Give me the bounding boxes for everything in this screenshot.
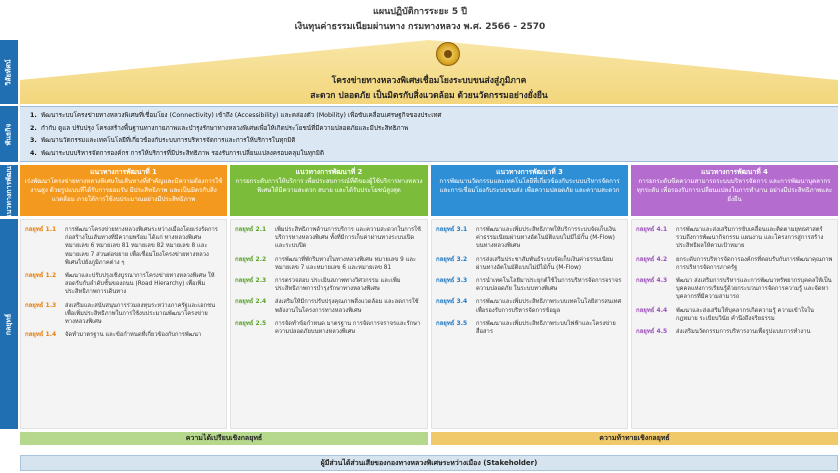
tactics-column-1 — [20, 219, 227, 429]
page-subtitle: เงินทุนค่าธรรมเนียมผ่านทาง กรมทางหลวง พ.ศ. 2566 - 2570 — [294, 22, 546, 32]
strategic-advantage-band: ความได้เปรียบเชิงกลยุทธ์ — [20, 432, 428, 445]
strategic-challenge-band: ความท้าทายเชิงกลยุทธ์ — [431, 432, 838, 445]
strategy-2-heading: แนวทางการพัฒนาที่ 2 — [295, 168, 363, 176]
mission-item: 3. พัฒนานวัตกรรมและเทคโนโลยีที่เกี่ยวข้องกับระบบการบริหารจัดการและการให้บริการในทุกมิติ — [30, 137, 296, 144]
strategy-3-heading: แนวทางการพัฒนาที่ 3 — [496, 168, 563, 176]
tactic-item: กลยุทธ์ 3.3 การนำเทคโนโลยีมาประยุกต์ใช้ในการบริหารจัดการจราจร ความปลอดภัย ในระบบทางพิเศษ — [436, 277, 622, 293]
side-label-mission: พันธกิจ — [0, 106, 18, 162]
tactic-item: กลยุทธ์ 2.3 การตรวจสอบ ประเมินสภาพทางวิศวกรรม และเพิ่มประสิทธิภาพการบำรุงรักษาทางหลวงพิเศษ — [235, 277, 401, 293]
strategy-4-box — [631, 165, 838, 216]
strategy-4-heading: แนวทางการพัฒนาที่ 4 — [701, 168, 768, 176]
side-label-vision: วิสัยทัศน์ — [0, 40, 18, 104]
side-label-strategy: แนวทางการพัฒนา — [0, 165, 18, 216]
vision-line-2: สะดวก ปลอดภัย เป็นมิตรกับสิ่งแวดล้อม ด้วยนวัตกรรมอย่างยั่งยืน — [310, 91, 548, 101]
strategy-1-box — [20, 165, 227, 216]
tactics-column-2 — [230, 219, 428, 429]
strategy-3-box — [431, 165, 628, 216]
side-label-tactics: กลยุทธ์ — [0, 219, 18, 429]
tactics-column-4 — [631, 219, 838, 429]
strategy-1-description: เร่งพัฒนาโครงข่ายทางหลวงพิเศษในเส้นทางที่สำคัญและมีความต้องการใช้งานสูง ด้วยรูปแบบที่ได้รับการยอมรับ มีประสิทธิภาพ และเป็นมิตรกับสิ่งแวดล้อม ภายใต้การใช้งบประมาณอย่างมีประสิทธิภาพ — [24, 178, 223, 203]
tactic-item: กลยุทธ์ 2.5 การจัดทำข้อกำหนด มาตรฐาน การจัดการจราจรและรักษาความปลอดภัยบนทางหลวงพิเศษ — [235, 319, 421, 336]
tactic-item: กลยุทธ์ 3.2 การส่งเสริมประชาสัมพันธ์ระบบจัดเก็บเงินค่าธรรมเนียมผ่านทางอัตโนมัติแบบไม่มีไม้กั้น (M-Flow) — [436, 255, 614, 271]
tactic-item: กลยุทธ์ 1.3 ส่งเสริมและสนับสนุนการร่วมลงทุนระหว่างภาครัฐและเอกชน เพื่อเพิ่มประสิทธิภาพในการใช้งบประมาณพัฒนาโครงข่ายทางหลวงพิเศษ — [25, 301, 216, 326]
strategy-4-description: การยกระดับขีดความสามารถระบบบริหารจัดการ และการพัฒนาบุคลากรทุกระดับ เพื่อรองรับการเปลี่ยนแปลงในการทำงาน อย่างมีประสิทธิภาพและยั่งยืน — [636, 178, 833, 203]
strategy-3-description: การพัฒนานวัตกรรมและเทคโนโลยีที่เกี่ยวข้องกับระบบบริหารจัดการ และการเชื่อมโยงกับระบบขนส่ง เพื่อความปลอดภัย และความสะดวก — [439, 178, 620, 194]
tactic-item: กลยุทธ์ 2.1 เพิ่มประสิทธิภาพด้านการบริการ และความสะดวกในการใช้บริการทางหลวงพิเศษ ทั้งที่มีการเก็บค่าผ่านทางระบบเปิดและระบบปิด — [235, 226, 421, 250]
stakeholder-band: ผู้มีส่วนได้ส่วนเสียของกองทางหลวงพิเศษระหว่างเมือง (Stakeholder) — [20, 455, 838, 471]
page-title: แผนปฏิบัติการระยะ 5 ปี — [373, 7, 467, 17]
plan-header — [0, 0, 840, 38]
tactic-item: กลยุทธ์ 4.1 การพัฒนาและส่งเสริมการขับเคลื่อนและติดตามยุทธศาสตร์ รวมถึงการพัฒนากิจกรรม แผนงาน และโครงการสู่การสร้างประสิทธิผลให้ตามเป้าหมาย — [636, 226, 824, 250]
tactic-item: กลยุทธ์ 1.2 พัฒนาและปรับปรุงเชิงบูรณาการโครงข่ายทางหลวงพิเศษ ให้สอดรับกับลำดับชั้นของถนน (Road Hierarchy) เพื่อเพิ่มประสิทธิภาพการเดินทาง — [25, 272, 215, 296]
tactic-item: กลยุทธ์ 3.1 การพัฒนาและเพิ่มประสิทธิภาพให้บริการระบบจัดเก็บเงินค่าธรรมเนียมผ่านทางอัตโนมัติแบบไม่มีไม้กั้น (M-Flow) บนทางหลวงพิเศษ — [436, 226, 616, 250]
mission-item: 2. กำกับ ดูแล ปรับปรุง โครงสร้างพื้นฐานทางกายภาพและบำรุงรักษาทางหลวงพิเศษเพื่อให้เกิดประโยชน์ที่มีความปลอดภัยและมีประสิทธิภาพ — [30, 124, 409, 132]
tactic-item: กลยุทธ์ 4.4 พัฒนาและส่งเสริมให้บุคลากรเกิดความรู้ ความเข้าใจในกฎหมาย ระเบียบวินัย คำนึงถึงจริยธรรม — [636, 306, 814, 322]
tactic-item: กลยุทธ์ 3.5 การพัฒนาและเพิ่มประสิทธิภาพระบบไฟฟ้าและโครงข่ายสื่อสาร — [436, 319, 616, 336]
tactic-item: กลยุทธ์ 1.1 การพัฒนาโครงข่ายทางหลวงพิเศษระหว่างเมืองโดยเร่งรัดการก่อสร้างในเส้นทางที่มีความพร้อม ได้แก่ ทางหลวงพิเศษหมายเลข 6 หมายเลข 81 หมายเลข 82 หมายเลข 8 และหมายเลข 7 ส่วนต่อขยาย เพื่อเชื่อมโยงโครงข่ายทางหลวงพิเศษไปยังภูมิภาคต่าง ๆ — [25, 226, 218, 266]
vision-line-1: โครงข่ายทางหลวงพิเศษเชื่อมโยงระบบขนส่งสู่ภูมิภาค — [331, 76, 527, 86]
mission-item: 1. พัฒนาระบบโครงข่ายทางหลวงพิเศษที่เชื่อมโยง (Connectivity) เข้าถึง (Accessibility) และคล่องตัว (Mobility) เพื่อขับเคลื่อนเศรษฐกิจของประเทศ — [30, 112, 442, 119]
strategy-2-description: การยกระดับการให้บริการ เพื่อประสบการณ์ที่ดีของผู้ใช้บริการทางหลวงพิเศษให้มีความสะดวก สบาย และได้รับประโยชน์สูงสุด — [235, 178, 423, 194]
tactics-column-3 — [431, 219, 628, 429]
tactic-item: กลยุทธ์ 3.4 การพัฒนาและเพิ่มประสิทธิภาพระบบเทคโนโลยีสารสนเทศ เพื่อรองรับการบริหารจัดการข้อมูล — [436, 298, 622, 314]
mission-section — [20, 106, 838, 162]
tactic-item: กลยุทธ์ 4.5 ส่งเสริมนวัตกรรมการบริหารงานเพื่อรูปแบบการทำงาน — [636, 328, 811, 336]
mission-item: 4. พัฒนาระบบบริหารจัดการองค์กร การให้บริการที่มีประสิทธิภาพ รองรับการเปลี่ยนแปลงครอบคลุมในทุกมิติ — [30, 149, 324, 157]
tactic-item: กลยุทธ์ 2.2 การพัฒนาที่พักริมทางในทางหลวงพิเศษ หมายเลข 9 และหมายเลข 7 และหมายเลข 6 และหมายเลข 81 — [235, 255, 417, 271]
department-emblem-icon — [436, 42, 460, 66]
strategy-2-box — [230, 165, 428, 216]
tactic-item: กลยุทธ์ 4.3 พัฒนา ส่งเสริมการบริหารและการพัฒนาทรัพยากรบุคคลให้เป็นบุคคลแห่งการเรียนรู้ด้วยกระบวนการจัดการความรู้ และจัดหาบุคลากรที่มีความสามารถ — [636, 277, 832, 301]
tactic-item: กลยุทธ์ 4.2 ยกระดับการบริหารจัดการองค์กรที่ตอบรับกับการพัฒนาคุณภาพการบริหารจัดการภาครัฐ — [636, 255, 833, 271]
tactic-item: กลยุทธ์ 2.4 ส่งเสริมให้มีการปรับปรุงคุณภาพสิ่งแวดล้อม และลดการใช้พลังงานในโครงการทางหลวงพิเศษ — [235, 298, 419, 314]
tactic-item: กลยุทธ์ 1.4 จัดทำมาตรฐาน และข้อกำหนดที่เกี่ยวข้องกับการพัฒนา — [25, 331, 202, 339]
vision-section — [20, 40, 838, 104]
strategy-1-heading: แนวทางการพัฒนาที่ 1 — [90, 168, 157, 176]
